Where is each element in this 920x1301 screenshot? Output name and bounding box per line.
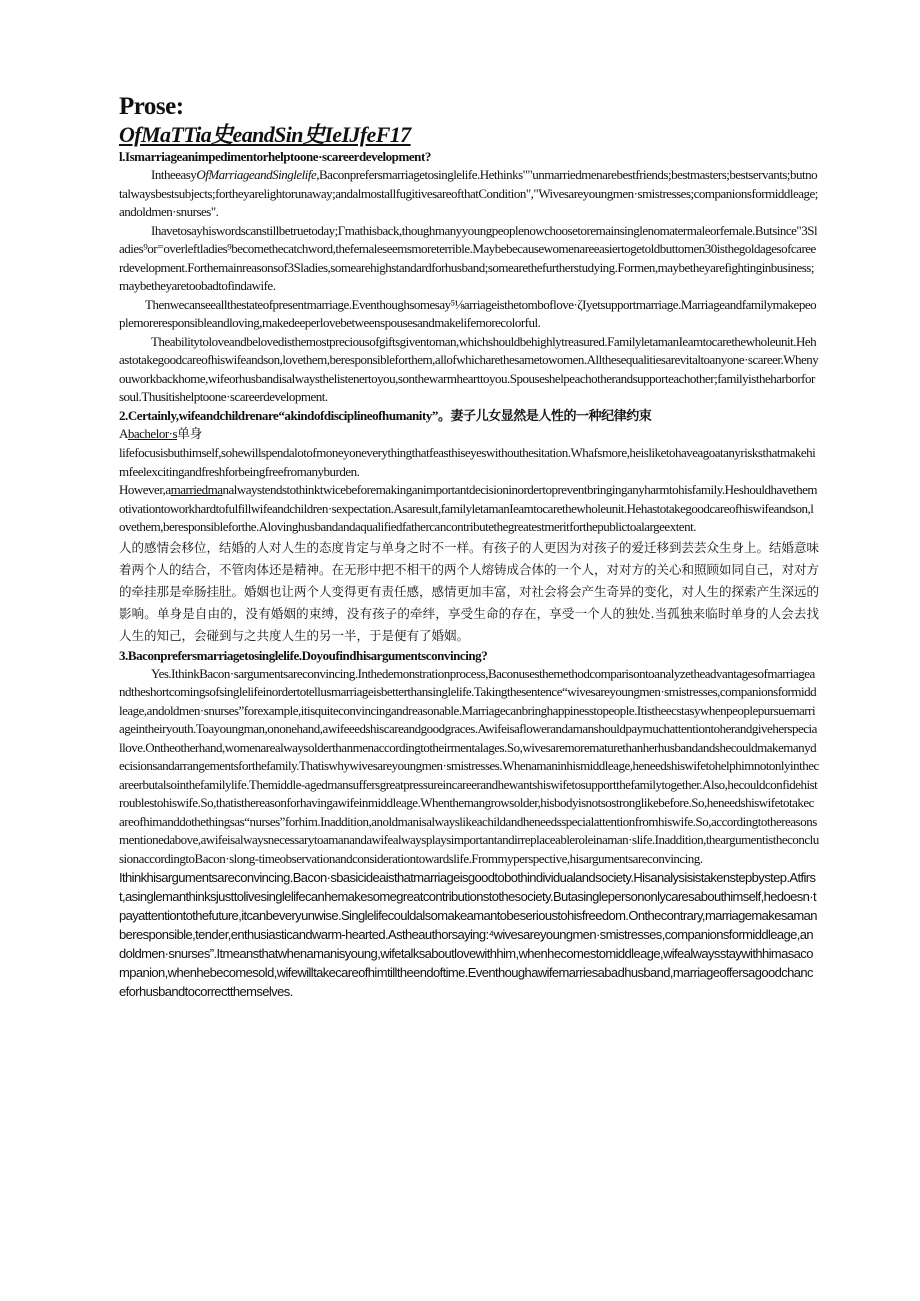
q2-line-1 bbox=[119, 425, 819, 445]
q1-p1-before: Intheeasy bbox=[151, 167, 197, 182]
q2-paragraph-2 bbox=[119, 481, 819, 537]
q2-p2-rest: nalwaystendstothinktwicebeforemakinganimportantdecisioninordertopreventbringinganyharmtohisfamily.Heshouldhavethemotivationtoworkhardtofulfillwifeandchildren·sexpectation.Asaresult,familyletamanIeamtocarethewholeunit.Hehastotakegoodcareofhiswifeandson,lovethem,beresponsibleforthe.Alovinghusbandandaqualifiedfathercancontributethegreatestmeritforthepublictoalargeextent. bbox=[119, 482, 817, 534]
question-2: 2.Certainly,wifeandchildrenare“akindofdisciplineofhumanity”。妻子儿女显然是人性的一种纪律约束 bbox=[119, 407, 652, 423]
q1-p1-italic-title: OfMarriageandSinglelife, bbox=[196, 167, 319, 182]
section-heading: Prose: bbox=[119, 93, 184, 120]
q1-paragraph-3: Thenwecanseeallthestateofpresentmarriage.Eventhoughsomesay⁵⅛arriageisthetomboflove·ζIyetsupportmarriage.Marriageandfamilymakepeoplemoreresponsibleandloving,makedeeperlovebetweenspousesandmakelifemorecolorful. bbox=[119, 296, 817, 330]
q2-line1-suffix: 单身 bbox=[177, 426, 203, 442]
essay-title: OfMaTTia史eandSin史IeIJfeF17 bbox=[119, 122, 411, 147]
question-3: 3.Baconprefersmarriagetosinglelife.Doyoufindhisargumentsconvincing? bbox=[119, 647, 488, 663]
q3-paragraph-2: Ithinkhisargumentsareconvincing.Bacon·sbasicideaisthatmarriageisgoodtobothindividualandsociety.Hisanalysisistakenstepbystep.Atfirst,asinglemanthinksjusttolivesinglelifecanhemakesomegreatcontributionstothesociety.Butasinglepersononlycaresabouthimself,hedoesn·tpayattentiontothefuture,itcanbeveryunwise.Singlelifecouldalsomakeamantobeserioustohisfreedom.Onthecontrary,marriagemakesamanberesponsible,tender,enthusiasticandwarm-hearted.Astheauthorsaying:⁴wivesareyoungmen·smistresses,companionsformiddleage,andoldmen·snurses”.Itmeansthatwhenamanisyoung,wifetalksaboutlovewithhim,whenhecomestomiddleage,wifealwaysstaywithhimasacompanion,whenhebecomesold,wifewilltakecareofhimtilltheendoftime.Eventhoughawifemarriesabadhusband,marriageoffersagoodchanceforhusbandtocorrectthemselves. bbox=[119, 870, 817, 999]
document-page bbox=[119, 92, 819, 1001]
q1-paragraph-2: Ihavetosayhiswordscanstillbetruetoday;Γmathisback,thoughmanyyoungpeoplenowchoosetoremainsinglenomatermaleorfemale.Butsince"3Sladies⁹or⁼overleftladies⁹becomethecatchword,thefemaleseemsmoreterrible.Maybebecausewomenareeasiertogetoldbuttomen30isthegoldagesofcareerdevelopment.Forthemainreasonsof3Sladies,somearehighstandardforhusband;somearethefurtherstudying.Formen,maybetheyarefightinginbusiness;maybetheyaretoobadtofindawife. bbox=[119, 222, 818, 293]
q1-p1-after: Baconprefersmarriagetosinglelife.Hethinks""unmarriedmenarebestfriends;bestmasters;bestservants;butnotalwaysbestsubjects;fortheyarelightorunaway;andalmostallfugitivesareofthatCondition","Wivesareyoungmen·smistresses;companionsformiddleage;andoldmen·snurses". bbox=[119, 167, 818, 219]
q2-p2-prefix: However,a bbox=[119, 482, 171, 497]
q3-paragraph-1: Yes.IthinkBacon·sargumentsareconvincing.Inthedemonstrationprocess,Baconusesthemethodcomparisontoanalyzetheadvantagesofmarriageandtheshortcomingsofsinglelifeinordertotellusmarriageisbetterthansinglelife.Takingthesentence“wivesareyoungmen·smistresses,companionsformiddleage,andoldmen·snurses”forexample,itisquiteconvincingandreasonable.Marriagecanbringhappinesstopeople.Itistheecstasywhenpeoplepursuemarriageintheiryouth.Toayoungman,ononehand,awifeeedshiscareandgoodgraces.Awifeisaflowerandamanshouldpaymuchattentiontoherandgiveherspeciallove.Ontheotherhand,womenarealwaysolderthanmenaccordingtotheirmentalages.So,wivesaremorematurethanherhusbandandshecouldmakemanydecisionsandarrangementsforthefamily.Thatiswhywivesareyoungmen·smistresses.Whenamaninhismiddleage,heneedshiswifetohelphimnotonlyinthecareerbutalsointhefamilylife.Themiddle-agedmansuffersgreatpressureincareerandhewantshiswifetosupportthefamilytogether.Also,hecouldconfidehistroublestohiswife.So,thatisthereasonforhavingawifeinmiddleage.Whenthemangrowsolder,hisbodyisnotsostronglikebefore.So,heneedshiswifetotakecareofhimanddothethingsas“nurses”forhim.Inaddition,anoldmanisalwayslikeachildandheneedsspecialattentionfromhiswife.So,accordingtothereasonsmentionedabove,awifeisalwaysnecessarytoamanandawifealwaysplaysimportantandirreplaceableroleinaman·slife.Inaddition,theargumentistheconclusionaccordingtoBacon·slong-timeobservationandconsiderationtowardslife.Frommyperspective,hisargumentsareconvincing. bbox=[119, 665, 819, 866]
q1-paragraph-1 bbox=[119, 166, 819, 222]
q2-chinese-paragraph: 人的感情会移位，结婚的人对人生的态度肯定与单身之时不一样。有孩子的人更因为对孩子的爱迁移到芸芸众生身上。结婚意味着两个人的结合，不管肉体还是精神。在无形中把不相干的两个人熔铸成合体的一个人，对对方的关心和照顾如同自己，对对方的牵挂那是牵肠挂肚。婚姻也让两个人变得更有责任感，感情更加丰富，对社会将会产生奇异的变化，对人生的探索产生深远的影响。单身是自由的，没有婚姻的束缚，没有孩子的牵绊，享受生命的存在，享受一个人的独处.当孤独来临时单身的人会去找人生的知己，会碰到与之共度人生的另一半，于是便有了婚姻。 bbox=[119, 539, 820, 643]
question-1: l.Ismarriageanimpedimentorhelptoone·scareerdevelopment? bbox=[119, 149, 431, 164]
q2-line1-prefix: A bbox=[119, 425, 128, 441]
q2-married-link[interactable]: marriedma bbox=[170, 482, 223, 497]
q2-paragraph-1: lifefocusisbuthimself,sohewillspendalotofmoneyoneverythingthatfeasthiseyeswithouthesitation.Whafsmore,heisliketohaveagoatanyrisksthatmakehimfeelexcitingandfreshforbeingfreefromanyburden. bbox=[119, 445, 816, 479]
q1-paragraph-4: Theabilitytoloveandbelovedisthemostpreciousofgiftsgiventoman,whichshouldbehighlytreasured.FamilyletamanIeamtocarethewholeunit.Hehastotakegoodcareofhiswifeandson,lovethem,beresponsibleforthem,allofwhicharethesametowomen.Allthesequalitiesarevitaltoanyone·scareer.Whenyouworkbackhome,wifeorhusbandisalwaysthelistenertoyou,sonthewarmhearttoyou.Spouseshelpeachotherandsupporteachother;familyistheharborforsoul.Thusitishelptoone·scareerdevelopment. bbox=[119, 333, 819, 404]
q2-bachelor-link[interactable]: bachelor·s bbox=[127, 425, 178, 441]
